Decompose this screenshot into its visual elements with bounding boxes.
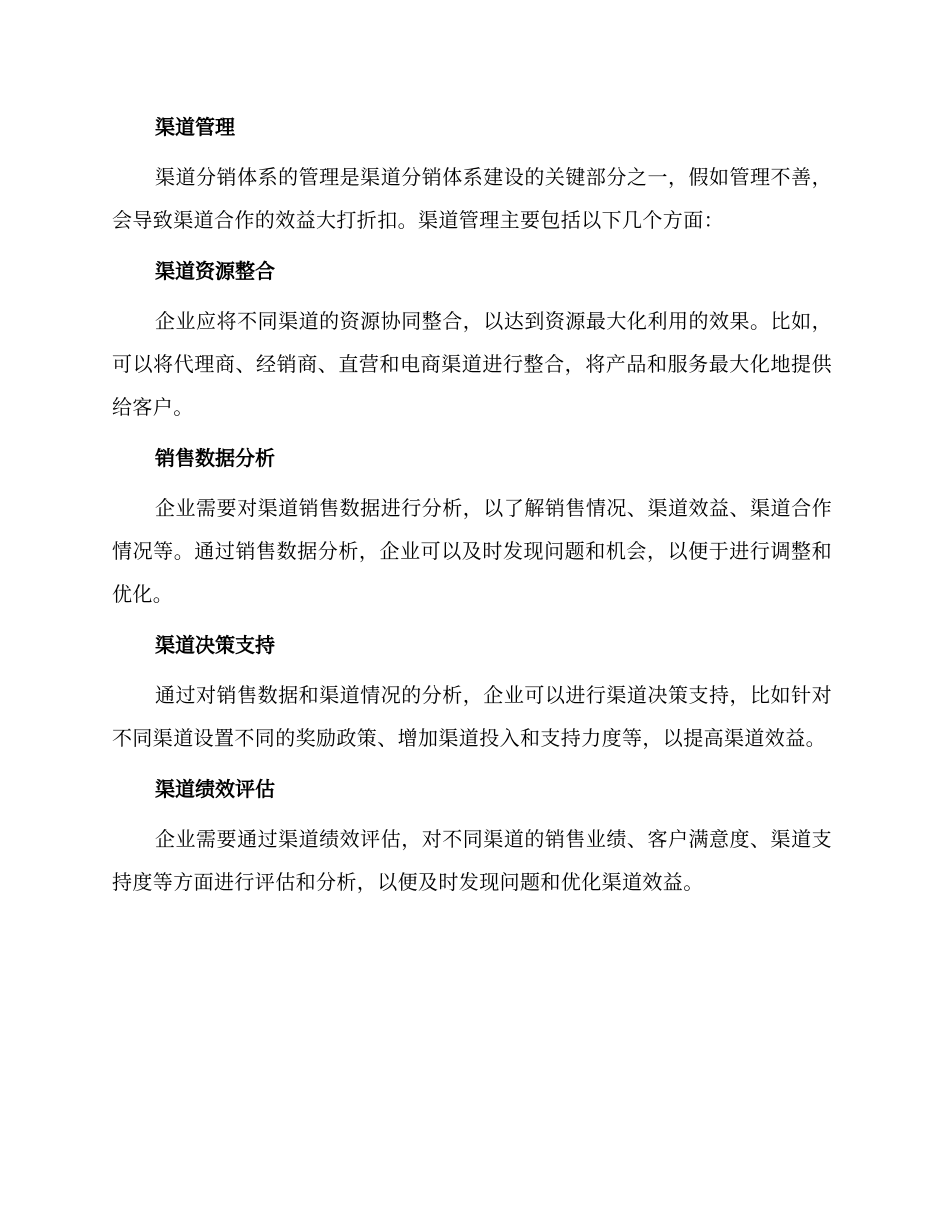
section-heading-channel-management: 渠道管理 bbox=[155, 115, 235, 139]
section-heading-resource-integration: 渠道资源整合 bbox=[155, 259, 275, 283]
section-paragraph-channel-management: 渠道分销体系的管理是渠道分销体系建设的关键部分之一，假如管理不善，会导致渠道合作的效益大打折扣。渠道管理主要包括以下几个方面： bbox=[112, 165, 832, 232]
section-paragraph-decision-support: 通过对销售数据和渠道情况的分析，企业可以进行渠道决策支持，比如针对不同渠道设置不同的奖励政策、增加渠道投入和支持力度等，以提高渠道效益。 bbox=[112, 683, 832, 750]
section-heading-sales-data-analysis: 销售数据分析 bbox=[155, 446, 275, 470]
section-heading-decision-support: 渠道决策支持 bbox=[155, 633, 275, 657]
section-paragraph-performance-evaluation: 企业需要通过渠道绩效评估，对不同渠道的销售业绩、客户满意度、渠道支持度等方面进行评估和分析，以便及时发现问题和优化渠道效益。 bbox=[112, 827, 832, 894]
section-paragraph-sales-data-analysis: 企业需要对渠道销售数据进行分析，以了解销售情况、渠道效益、渠道合作情况等。通过销售数据分析，企业可以及时发现问题和机会，以便于进行调整和优化。 bbox=[112, 496, 832, 606]
section-heading-performance-evaluation: 渠道绩效评估 bbox=[155, 777, 275, 801]
section-paragraph-resource-integration: 企业应将不同渠道的资源协同整合，以达到资源最大化利用的效果。比如，可以将代理商、经销商、直营和电商渠道进行整合，将产品和服务最大化地提供给客户。 bbox=[112, 309, 832, 419]
document-body bbox=[112, 106, 832, 912]
